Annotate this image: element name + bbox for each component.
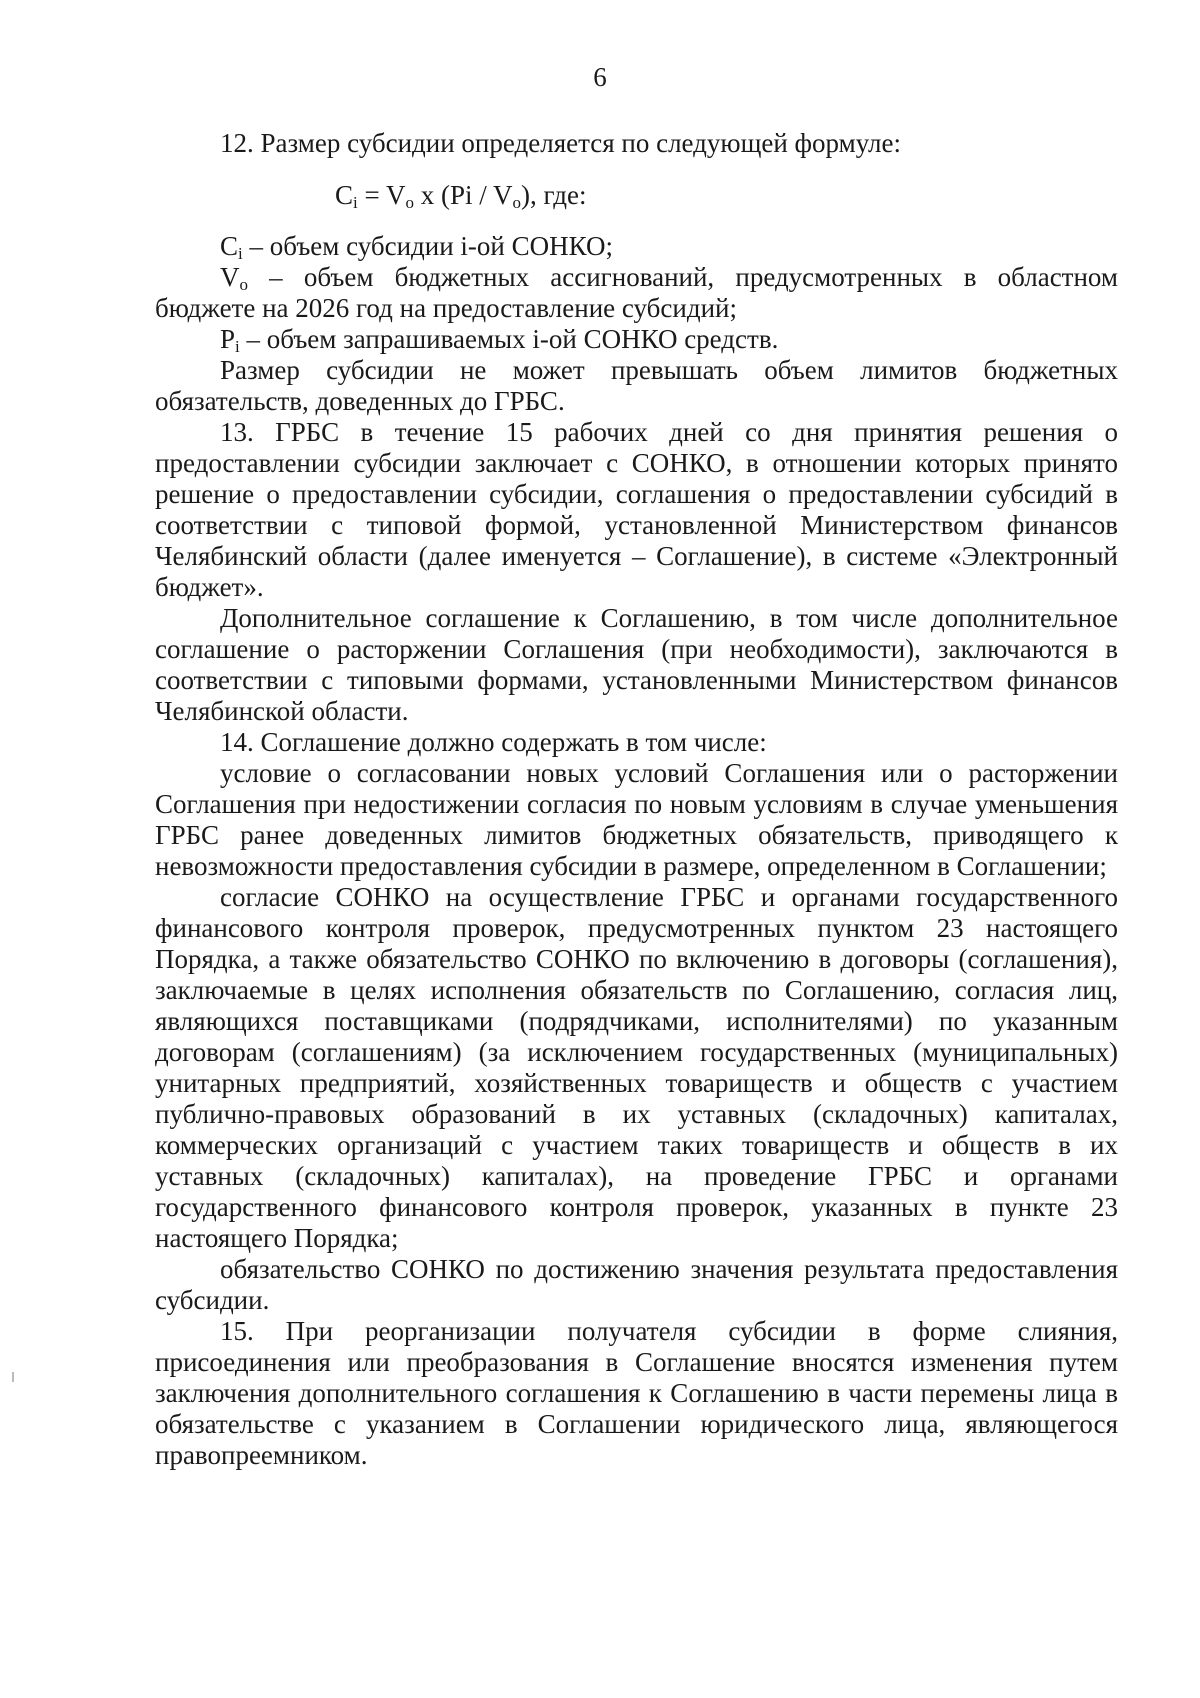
definition-pi: $P_i$ – объем запрашиваемых i-ой СОНКО средств. <box>220 324 779 356</box>
scan-margin-mark <box>12 1372 14 1382</box>
page-number: 6 <box>593 62 607 92</box>
clause-12-limit: Размер субсидии не может превышать объем лимитов бюджетных обязательств, доведенных до ГРБС. <box>155 355 1118 416</box>
definition-ci: $C_i$ – объем субсидии i-ой СОНКО; <box>220 231 613 263</box>
clause-14-item-1: условие о согласовании новых условий Соглашения или о расторжении Соглашения при недостижении согласия по новым условиям в случае уменьшения ГРБС ранее доведенных лимитов бюджетных обязательств, приводящего к невозможности предоставления субсидии в размере, определенном в Соглашении; <box>155 758 1118 881</box>
clause-14: 14. Соглашение должно содержать в том числе: <box>220 727 767 757</box>
document-body <box>155 128 1118 1471</box>
subsidy-formula: $C_i = V_o$ x $(Pi / V_o)$, где: <box>335 180 587 212</box>
definition-vo: $V_o$ – объем бюджетных ассигнований, предусмотренных в областном бюджете на 2026 год на предоставление субсидий; <box>155 262 1118 323</box>
clause-13-additional: Дополнительное соглашение к Соглашению, в том числе дополнительное соглашение о расторжении Соглашения (при необходимости), заключаются в соответствии с типовыми формами, установленными Министерством финансов Челябинской области. <box>155 603 1118 726</box>
clause-13: 13. ГРБС в течение 15 рабочих дней со дня принятия решения о предоставлении субсидии заключает с СОНКО, в отношении которых принято решение о предоставлении субсидии, соглашения о предоставлении субсидий в соответствии с типовой формой, установленной Министерством финансов Челябинский области (далее именуется – Соглашение), в системе «Электронный бюджет». <box>155 417 1118 602</box>
clause-15: 15. При реорганизации получателя субсидии в форме слияния, присоединения или преобразования в Соглашение вносятся изменения путем заключения дополнительного соглашения к Соглашению в части перемены лица в обязательстве с указанием в Соглашении юридического лица, являющегося правопреемником. <box>155 1316 1118 1470</box>
clause-12-heading: 12. Размер субсидии определяется по следующей формуле: <box>220 128 901 158</box>
clause-14-item-3: обязательство СОНКО по достижению значения результата предоставления субсидии. <box>155 1254 1118 1315</box>
clause-14-item-2: согласие СОНКО на осуществление ГРБС и органами государственного финансового контроля проверок, предусмотренных пунктом 23 настоящего Порядка, а также обязательство СОНКО по включению в договоры (соглашения), заключаемые в целях исполнения обязательств по Соглашению, согласия лиц, являющихся поставщиками (подрядчиками, исполнителями) по указанным договорам (соглашениям) (за исключением государственных (муниципальных) унитарных предприятий, хозяйственных товариществ и обществ с участием публично-правовых образований в их уставных (складочных) капиталах, коммерческих организаций с участием таких товариществ и обществ в их уставных (складочных) капиталах), на проведение ГРБС и органами государственного финансового контроля проверок, указанных в пункте 23 настоящего Порядка; <box>155 882 1118 1253</box>
